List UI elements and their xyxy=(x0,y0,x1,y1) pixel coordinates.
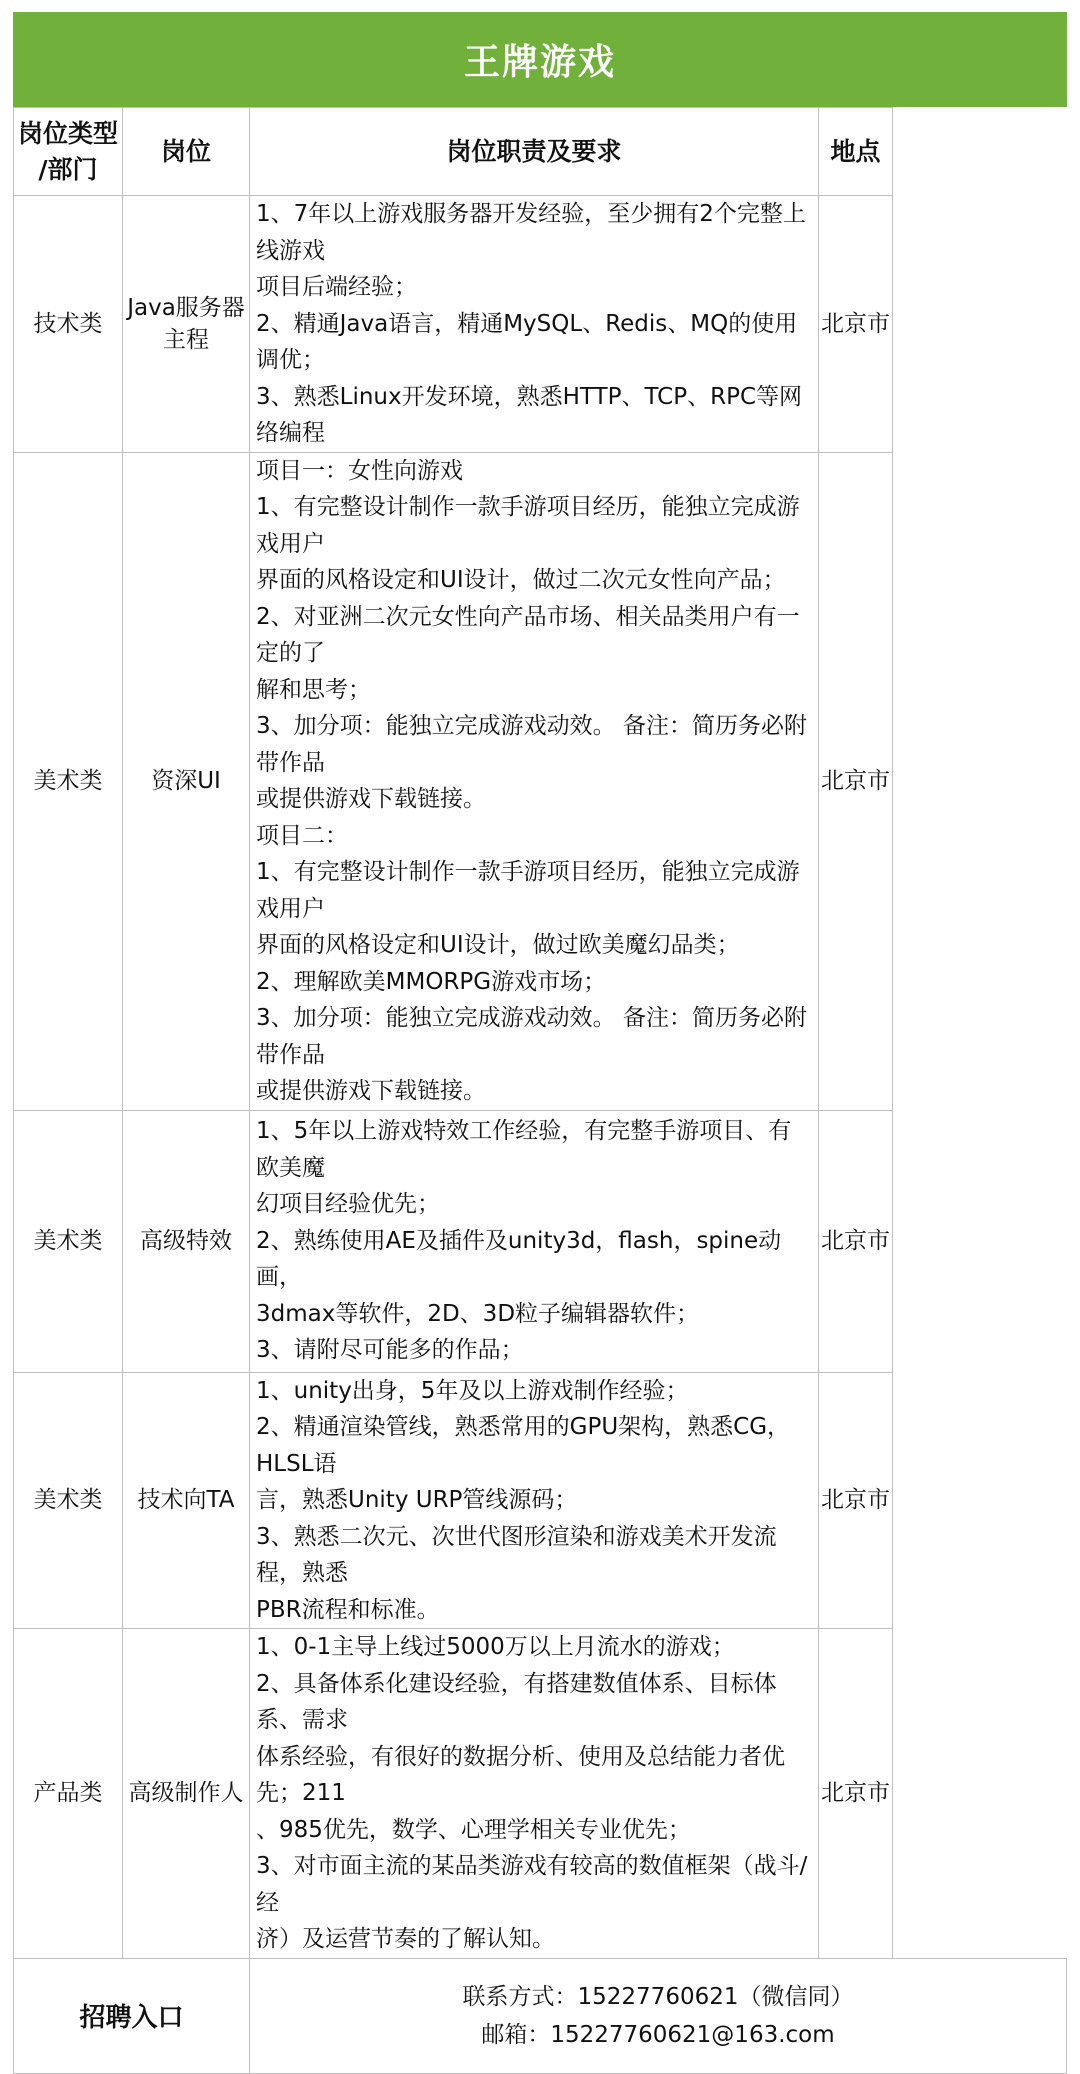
description-line: 1、5年以上游戏特效工作经验，有完整手游项目、有欧美魔 xyxy=(256,1118,792,1181)
description-line: 体系经验，有很好的数据分析、使用及总结能力者优先；211 xyxy=(256,1743,785,1806)
job-description xyxy=(250,1110,819,1372)
header-category-label: 岗位类型 /部门 xyxy=(17,118,118,184)
header-position: 岗位 xyxy=(123,108,250,196)
header-description: 岗位职责及要求 xyxy=(250,108,819,196)
job-category: 技术类 xyxy=(14,196,123,453)
description-line: 3dmax等软件，2D、3D粒子编辑器软件； xyxy=(256,1300,700,1327)
page-title: 王牌游戏 xyxy=(13,12,1067,107)
table-row xyxy=(14,1372,1067,1629)
table-row xyxy=(14,1629,1067,1959)
header-location: 地点 xyxy=(819,108,893,196)
description-line: 3、请附尽可能多的作品； xyxy=(256,1337,524,1364)
description-line: 解和思考； xyxy=(256,676,371,703)
description-line: 1、0-1主导上线过5000万以上月流水的游戏； xyxy=(256,1634,735,1660)
description-line: 1、有完整设计制作一款手游项目经历，能独立完成游戏用户 xyxy=(256,494,800,557)
description-line: 2、精通渲染管线，熟悉常用的GPU架构，熟悉CG，HLSL语 xyxy=(256,1414,791,1477)
contact-email[interactable]: 邮箱：15227760621@163.com xyxy=(481,2021,835,2048)
description-line: 1、有完整设计制作一款手游项目经历，能独立完成游戏用户 xyxy=(256,859,800,922)
description-line: 2、对亚洲二次元女性向产品市场、相关品类用户有一定的了 xyxy=(256,603,800,666)
description-line: 、985优先，数学、心理学相关专业优先； xyxy=(256,1816,691,1843)
description-line: 界面的风格设定和UI设计，做过二次元女性向产品； xyxy=(256,567,786,593)
job-description xyxy=(250,452,819,1110)
table-row xyxy=(14,452,1067,1110)
job-position: 技术向TA xyxy=(123,1372,250,1629)
header-category xyxy=(14,108,123,196)
description-line: 3、加分项：能独立完成游戏动效。 备注：简历务必附带作品 xyxy=(256,1005,807,1068)
recruit-entry-label: 招聘入口 xyxy=(14,1958,250,2073)
description-line: 项目二： xyxy=(256,822,348,849)
job-description xyxy=(250,1629,819,1959)
description-line: 或提供游戏下载链接。 xyxy=(256,1078,486,1104)
job-position: 高级特效 xyxy=(123,1110,250,1372)
description-line: 3、熟悉二次元、次世代图形渲染和游戏美术开发流程，熟悉 xyxy=(256,1523,777,1586)
description-line: 2、熟练使用AE及插件及unity3d，flash，spine动画， xyxy=(256,1227,782,1291)
description-line: 界面的风格设定和UI设计，做过欧美魔幻品类； xyxy=(256,932,740,958)
contact-info xyxy=(250,1958,1067,2073)
job-location: 北京市 xyxy=(819,196,893,453)
description-line: 1、7年以上游戏服务器开发经验，至少拥有2个完整上线游戏 xyxy=(256,201,806,264)
description-line: PBR流程和标准。 xyxy=(256,1596,440,1623)
description-line: 幻项目经验优先； xyxy=(256,1191,440,1218)
description-line: 3、加分项：能独立完成游戏动效。 备注：简历务必附带作品 xyxy=(256,713,807,776)
job-location: 北京市 xyxy=(819,452,893,1110)
recruit-entry-row xyxy=(14,1958,1067,2073)
job-category: 美术类 xyxy=(14,452,123,1110)
job-location: 北京市 xyxy=(819,1110,893,1372)
job-location: 北京市 xyxy=(819,1372,893,1629)
description-line: 3、对市面主流的某品类游戏有较高的数值框架（战斗/经 xyxy=(256,1853,808,1916)
description-line: 2、精通Java语言，精通MySQL、Redis、MQ的使用调优； xyxy=(256,310,798,373)
job-category: 产品类 xyxy=(14,1629,123,1959)
description-line: 2、理解欧美MMORPG游戏市场； xyxy=(256,968,607,995)
description-line: 1、unity出身，5年及以上游戏制作经验； xyxy=(256,1377,689,1404)
job-listing-sheet xyxy=(13,12,1067,2074)
job-position: 高级制作人 xyxy=(123,1629,250,1959)
job-position: Java服务器 主程 xyxy=(123,196,250,453)
job-table xyxy=(13,107,1067,2074)
contact-phone[interactable]: 联系方式：15227760621（微信同） xyxy=(462,1983,854,2010)
description-line: 3、熟悉Linux开发环境，熟悉HTTP、TCP、RPC等网络编程 xyxy=(256,383,803,446)
table-row xyxy=(14,1110,1067,1372)
description-line: 项目后端经验； xyxy=(256,274,417,300)
job-position: 资深UI xyxy=(123,452,250,1110)
job-location: 北京市 xyxy=(819,1629,893,1959)
job-description xyxy=(250,196,819,453)
job-description xyxy=(250,1372,819,1629)
description-line: 济）及运营节奏的了解认知。 xyxy=(256,1926,555,1952)
description-line: 或提供游戏下载链接。 xyxy=(256,786,486,812)
job-category: 美术类 xyxy=(14,1372,123,1629)
table-row xyxy=(14,196,1067,453)
description-line: 项目一：女性向游戏 xyxy=(256,457,463,484)
description-line: 2、具备体系化建设经验，有搭建数值体系、目标体系、需求 xyxy=(256,1670,777,1733)
description-line: 言，熟悉Unity URP管线源码； xyxy=(256,1487,578,1513)
job-category: 美术类 xyxy=(14,1110,123,1372)
table-header-row xyxy=(14,108,1067,196)
